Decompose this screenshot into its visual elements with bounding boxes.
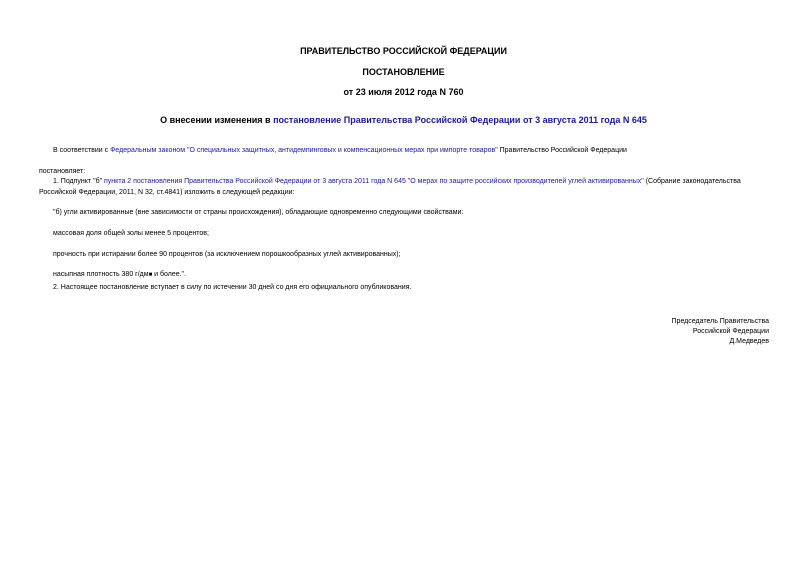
quote-line-1: "б) угли активированные (вне зависимости от страны происхождения), обладающие одновременно следующими свойствами: bbox=[53, 209, 464, 216]
date-number-heading: от 23 июля 2012 года N 760 bbox=[343, 87, 464, 97]
intro-suffix: Правительство Российской Федерации bbox=[497, 147, 627, 154]
item1-prefix: 1. Подпункт "б" bbox=[53, 178, 105, 185]
density-unit-mark: ■ bbox=[148, 272, 153, 278]
government-heading: ПРАВИТЕЛЬСТВО РОССИЙСКОЙ ФЕДЕРАЦИИ bbox=[300, 46, 507, 56]
quote4-prefix: насыпная плотность 380 г/дм bbox=[53, 271, 149, 278]
signature-line-2: Российской Федерации bbox=[692, 328, 769, 335]
intro-paragraph bbox=[53, 146, 627, 155]
doc-type-heading: ПОСТАНОВЛЕНИЕ bbox=[362, 67, 445, 77]
intro-prefix: В соответствии с bbox=[53, 147, 111, 154]
quote-line-3: прочность при истирании более 90 процентов (за исключением порошкообразных углей активированных); bbox=[53, 251, 401, 258]
resolution-645-link[interactable]: пункта 2 постановления Правительства Российской Федерации от 3 августа 2011 года N 645 "О мерах по защите российских производителей углей активированных" bbox=[104, 178, 644, 185]
quote4-suffix: и более.". bbox=[152, 271, 186, 278]
decree-word: постановляет: bbox=[39, 168, 86, 175]
signature-line-3: Д.Медведев bbox=[729, 338, 769, 345]
item1-continuation: Российской Федерации, 2011, N 32, ст.4841) изложить в следующей редакции: bbox=[39, 189, 295, 196]
federal-law-link[interactable]: Федеральным законом "О специальных защитных, антидемпинговых и компенсационных мерах при импорте товаров" bbox=[110, 147, 498, 154]
item2-paragraph: 2. Настоящее постановление вступает в силу по истечении 30 дней со дня его официального опубликования. bbox=[53, 284, 412, 291]
quote-line-4 bbox=[53, 270, 186, 280]
title-link[interactable]: постановление Правительства Российской Федерации от 3 августа 2011 года N 645 bbox=[273, 115, 647, 125]
item1-paragraph bbox=[53, 177, 741, 186]
title-prefix: О внесении изменения в bbox=[160, 115, 274, 125]
quote-line-2: массовая доля общей золы менее 5 процентов; bbox=[53, 230, 209, 237]
document-title bbox=[0, 115, 807, 126]
item1-suffix: (Собрание законодательства bbox=[643, 178, 741, 185]
signature-line-1: Председатель Правительства bbox=[671, 318, 769, 325]
